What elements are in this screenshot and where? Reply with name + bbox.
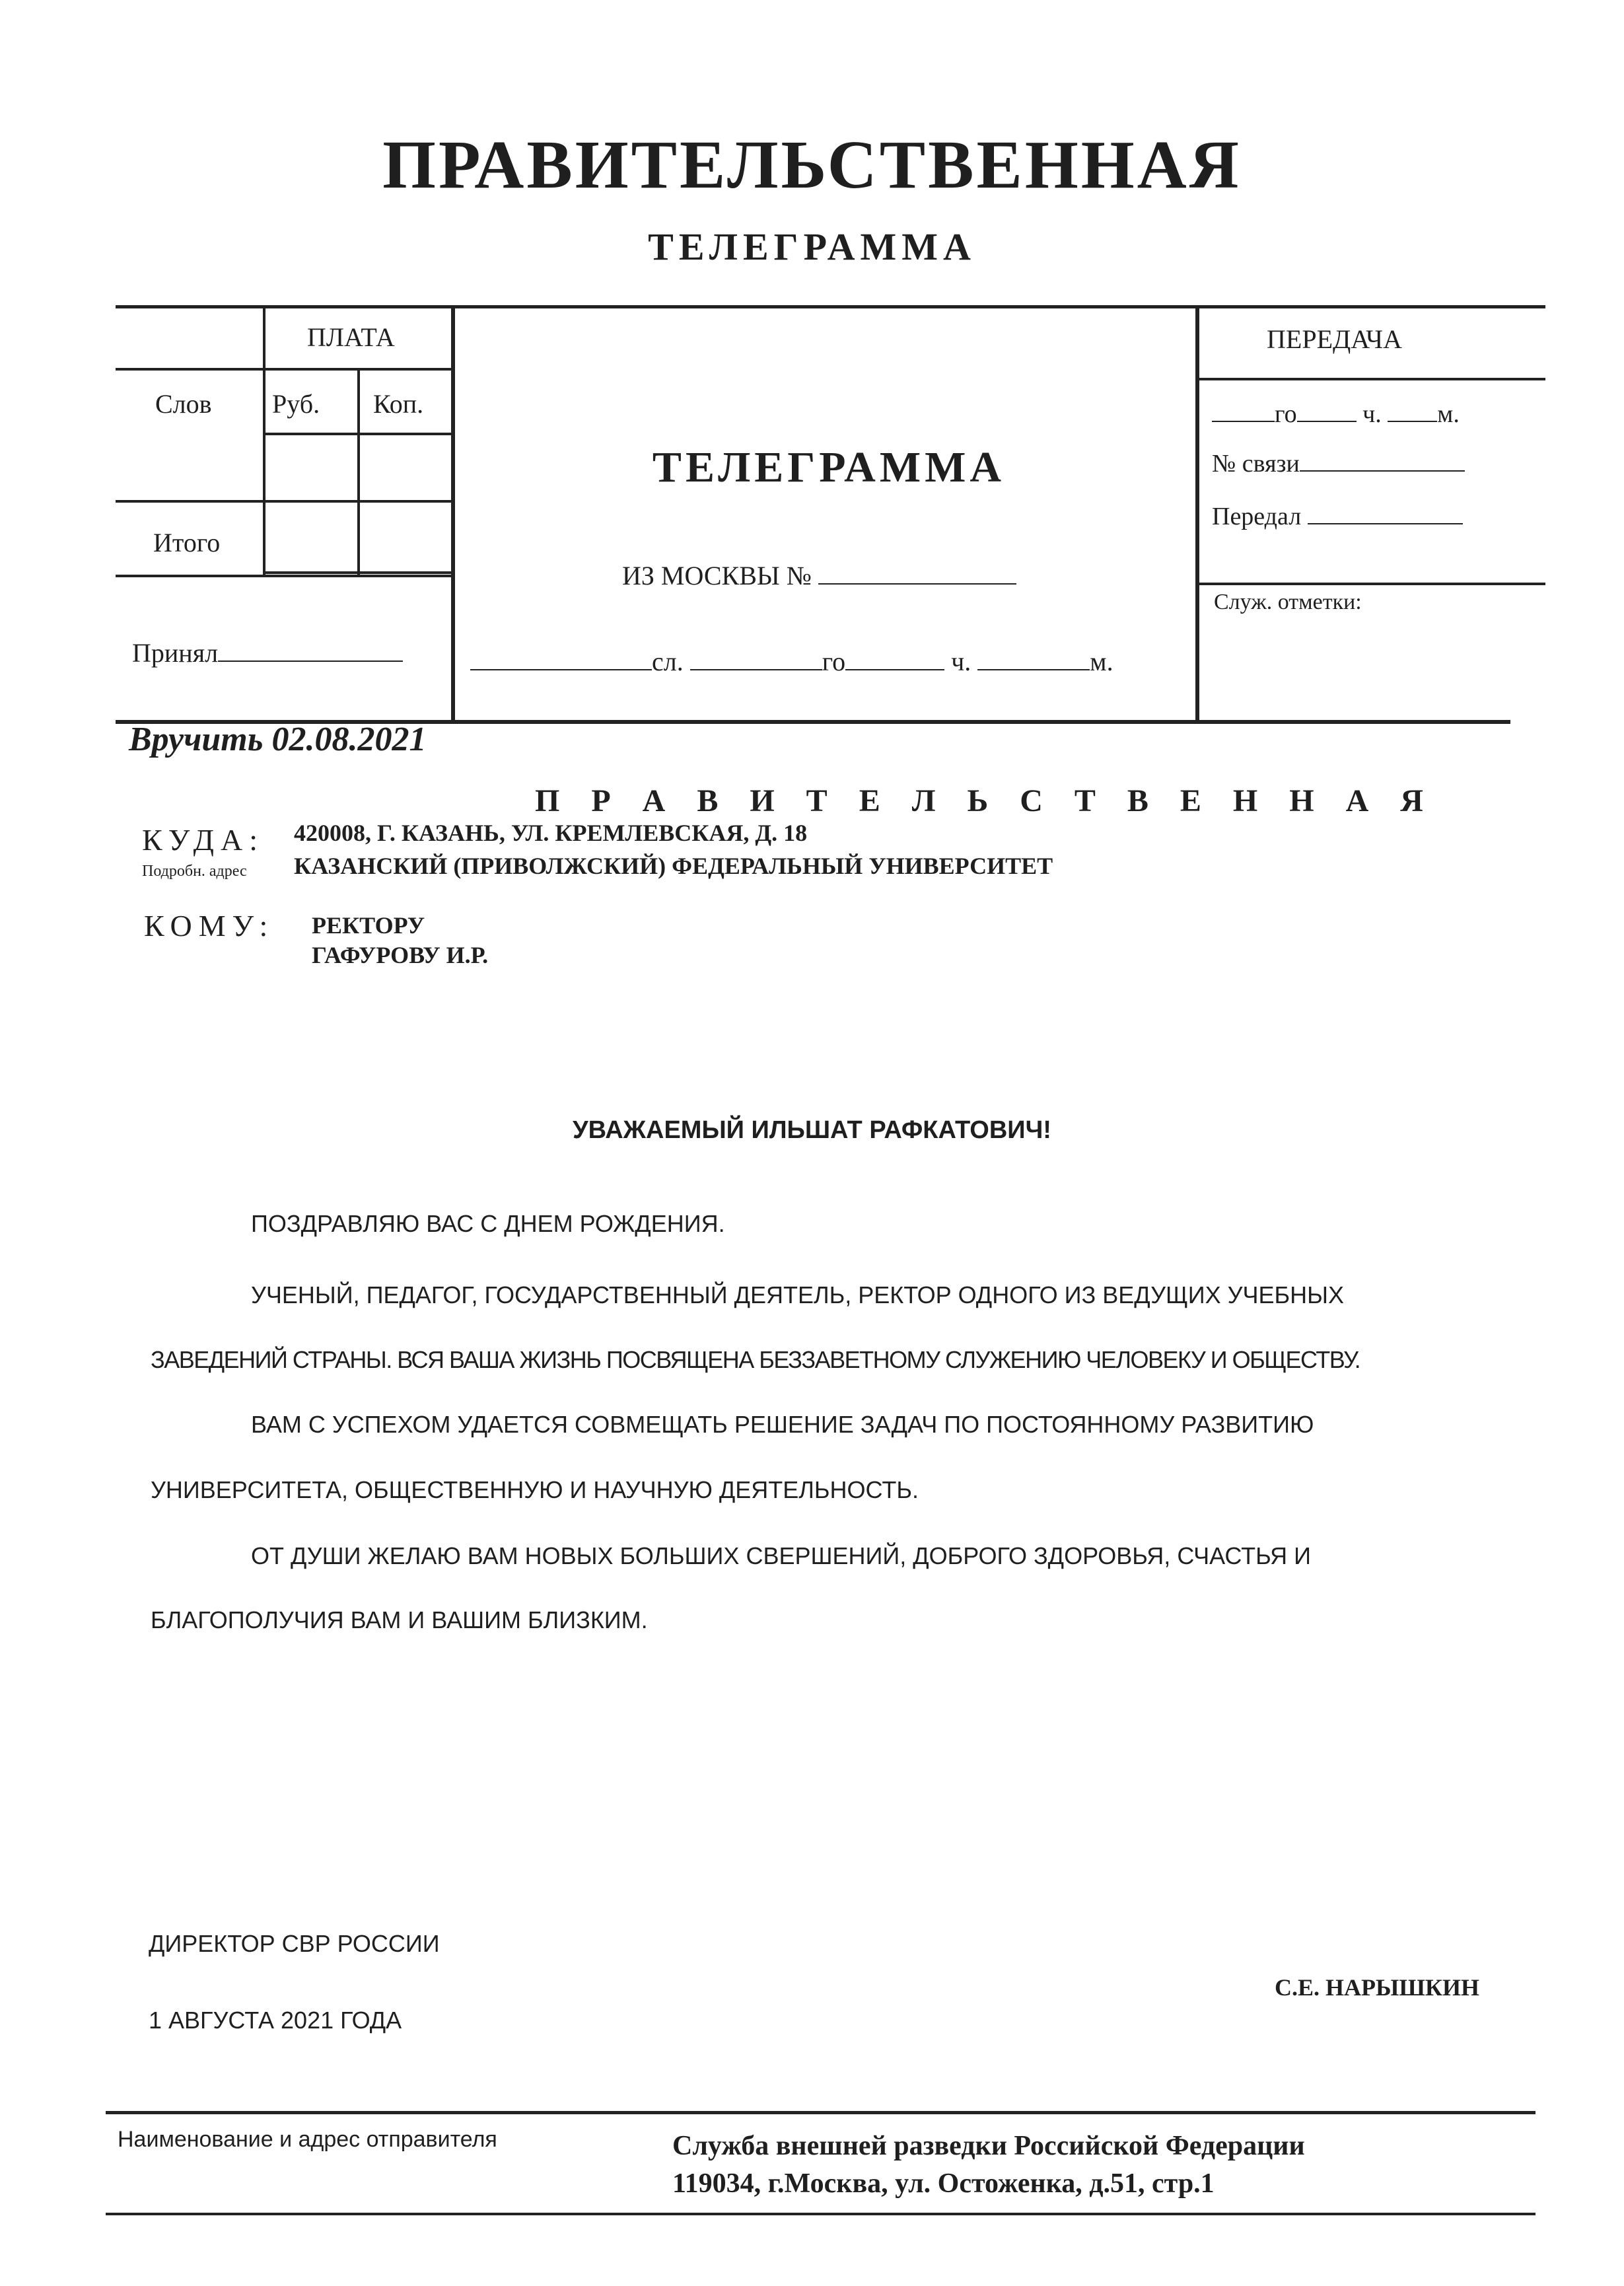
paragraph-2-line-1: УЧЕНЫЙ, ПЕДАГОГ, ГОСУДАРСТВЕННЫЙ ДЕЯТЕЛЬ, РЕКТОР ОДНОГО ИЗ ВЕДУЩИХ УЧЕБНЫХ: [251, 1281, 1344, 1308]
grid-line: [263, 305, 265, 576]
grid-line: [116, 500, 452, 503]
received-label-text: Принял: [132, 638, 219, 668]
telegram-heading: ТЕЛЕГРАММА: [652, 443, 1006, 491]
deliver-date: Вручить 02.08.2021: [129, 721, 427, 758]
paragraph-3-line-1: ВАМ С УСПЕХОМ УДАЕТСЯ СОВМЕЩАТЬ РЕШЕНИЕ ЗАДАЧ ПО ПОСТОЯННОМУ РАЗВИТИЮ: [251, 1411, 1314, 1438]
paragraph-4-line-2: БЛАГОПОЛУЧИЯ ВАМ И ВАШИМ БЛИЗКИМ.: [151, 1606, 648, 1633]
link-label: № связи: [1212, 450, 1300, 478]
sl-label: сл.: [652, 647, 684, 676]
paragraph-1: ПОЗДРАВЛЯЮ ВАС С ДНЕМ РОЖДЕНИЯ.: [251, 1210, 725, 1237]
to-label: КОМУ:: [144, 909, 275, 943]
transmission-label: ПЕРЕДАЧА: [1267, 324, 1402, 354]
paragraph-4-line-1: ОТ ДУШИ ЖЕЛАЮ ВАМ НОВЫХ БОЛЬШИХ СВЕРШЕНИЙ, ДОБРОГО ЗДОРОВЬЯ, СЧАСТЬЯ И: [251, 1542, 1312, 1569]
grid-line: [116, 575, 452, 577]
go-label: го: [822, 647, 846, 676]
link-line: [1212, 449, 1465, 478]
recipient-line-2: ГАФУРОВУ И.Р.: [312, 942, 489, 968]
grid-line: [357, 368, 360, 576]
minute-field: [977, 669, 1090, 670]
m-label: м.: [1090, 647, 1113, 676]
government-label: П Р А В И Т Е Л Ь С Т В Е Н Н А Я: [535, 783, 1435, 818]
footer-top-border: [106, 2111, 1536, 2114]
date-field-right: [1212, 421, 1275, 422]
transmitted-field: [1308, 523, 1463, 524]
document-title: ПРАВИТЕЛЬСТВЕННАЯ: [382, 127, 1242, 203]
from-moscow-number-field: [818, 583, 1016, 585]
salutation: УВАЖАЕМЫЙ ИЛЬШАТ РАФКАТОВИЧ!: [573, 1116, 1051, 1144]
detailed-address-label: Подробн. адрес: [142, 863, 247, 880]
hour-field: [845, 669, 944, 670]
footer-bottom-border: [106, 2213, 1536, 2215]
transmitted-label: Передал: [1212, 503, 1302, 530]
words-field: [470, 669, 652, 670]
words-label: Слов: [155, 389, 212, 419]
sender-address: 119034, г.Москва, ул. Остоженка, д.51, стр.1: [672, 2168, 1215, 2199]
transmitted-line: [1212, 502, 1463, 531]
m-short-label: м.: [1437, 400, 1460, 428]
grid-line: [116, 368, 452, 371]
ch-label: ч.: [951, 647, 971, 676]
from-moscow-line: [622, 560, 1016, 591]
address-line-2: КАЗАНСКИЙ (ПРИВОЛЖСКИЙ) ФЕДЕРАЛЬНЫЙ УНИВЕРСИТЕТ: [294, 853, 1053, 879]
paragraph-3-line-2: УНИВЕРСИТЕТА, ОБЩЕСТВЕННУЮ И НАУЧНУЮ ДЕЯТЕЛЬНОСТЬ.: [151, 1476, 919, 1503]
signer-position: ДИРЕКТОР СВР РОССИИ: [149, 1930, 440, 1957]
hour-field-right: [1297, 421, 1357, 422]
go-short-label: го: [1275, 400, 1297, 428]
sender-label: Наименование и адрес отправителя: [118, 2127, 497, 2152]
recipient-line-1: РЕКТОРУ: [312, 912, 425, 939]
transmission-time-right: [1212, 400, 1460, 429]
ch-short-label: ч.: [1362, 400, 1382, 428]
signer-name: С.Е. НАРЫШКИН: [1275, 1974, 1479, 2001]
rub-label: Руб.: [272, 389, 320, 419]
form-divider-right: [1195, 305, 1199, 721]
signature-date: 1 АВГУСТА 2021 ГОДА: [149, 2007, 402, 2034]
from-moscow-label: ИЗ МОСКВЫ №: [622, 561, 812, 590]
grid-line: [1197, 378, 1545, 380]
document-subtitle: ТЕЛЕГРАММА: [648, 225, 976, 268]
service-marks-label: Служ. отметки:: [1214, 590, 1362, 614]
minute-field-right: [1388, 421, 1437, 422]
address-line-1: 420008, Г. КАЗАНЬ, УЛ. КРЕМЛЕВСКАЯ, Д. 18: [294, 820, 808, 846]
sender-name: Служба внешней разведки Российской Федерации: [672, 2131, 1305, 2161]
paragraph-2-line-2: ЗАВЕДЕНИЙ СТРАНЫ. ВСЯ ВАША ЖИЗНЬ ПОСВЯЩЕНА БЕЗЗАВЕТНОМУ СЛУЖЕНИЮ ЧЕЛОВЕКУ И ОБЩЕСТВУ.: [151, 1346, 1360, 1373]
link-field: [1300, 470, 1465, 472]
received-field: [218, 661, 403, 662]
received-label: [132, 637, 403, 668]
payment-label: ПЛАТА: [307, 322, 395, 352]
total-label: Итого: [153, 528, 221, 557]
transmission-time-line: [470, 646, 1113, 677]
form-top-border: [116, 305, 1545, 308]
kop-label: Коп.: [373, 389, 424, 419]
where-label: КУДА:: [142, 823, 265, 857]
date-field: [690, 669, 822, 670]
grid-line: [1197, 583, 1545, 585]
